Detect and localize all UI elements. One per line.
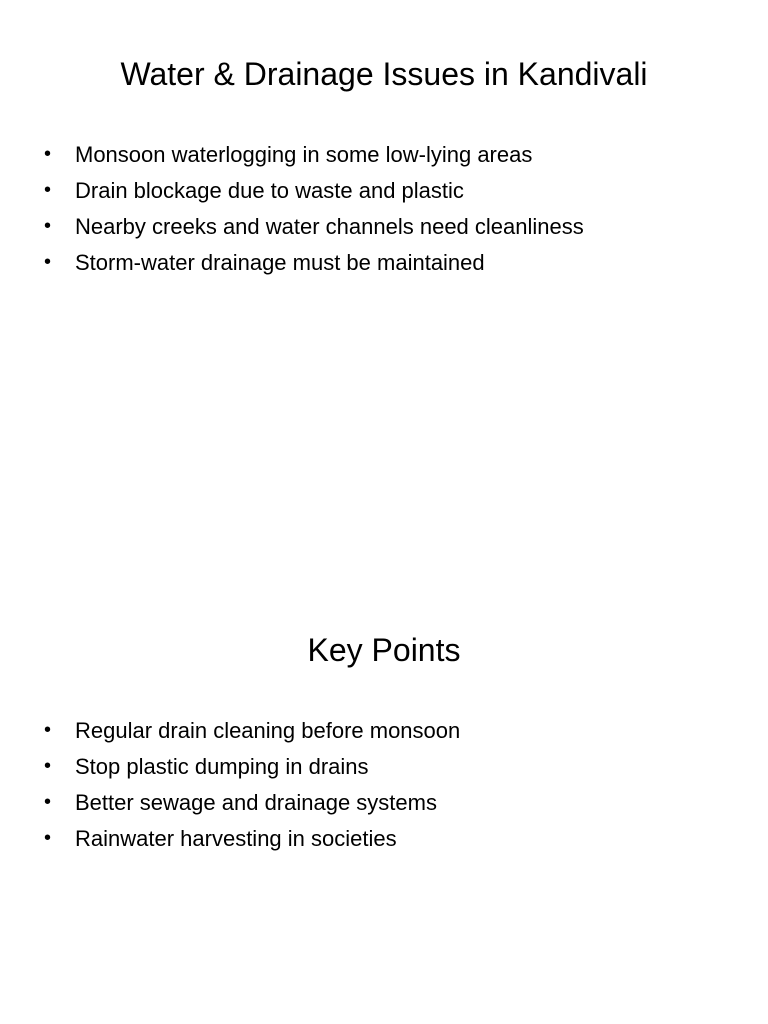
bullet-icon: • [44,215,52,237]
slide-title: Key Points [307,632,461,668]
bullet-icon: • [44,755,52,777]
bullet-text: Better sewage and drainage systems [75,790,437,815]
slide-title: Water & Drainage Issues in Kandivali [120,56,648,92]
bullet-text: Storm-water drainage must be maintained [75,250,485,275]
bullet-text: Rainwater harvesting in societies [75,826,397,851]
bullet-icon: • [44,179,52,201]
bullet-icon: • [44,251,52,273]
bullet-icon: • [44,827,52,849]
bullet-text: Regular drain cleaning before monsoon [75,718,461,743]
bullet-text: Nearby creeks and water channels need cleanliness [75,214,584,239]
bullet-icon: • [44,791,52,813]
bullet-text: Drain blockage due to waste and plastic [75,178,464,203]
bullet-icon: • [44,719,52,741]
bullet-text: Monsoon waterlogging in some low-lying areas [75,142,533,167]
bullet-text: Stop plastic dumping in drains [75,754,369,779]
bullet-icon: • [44,143,52,165]
